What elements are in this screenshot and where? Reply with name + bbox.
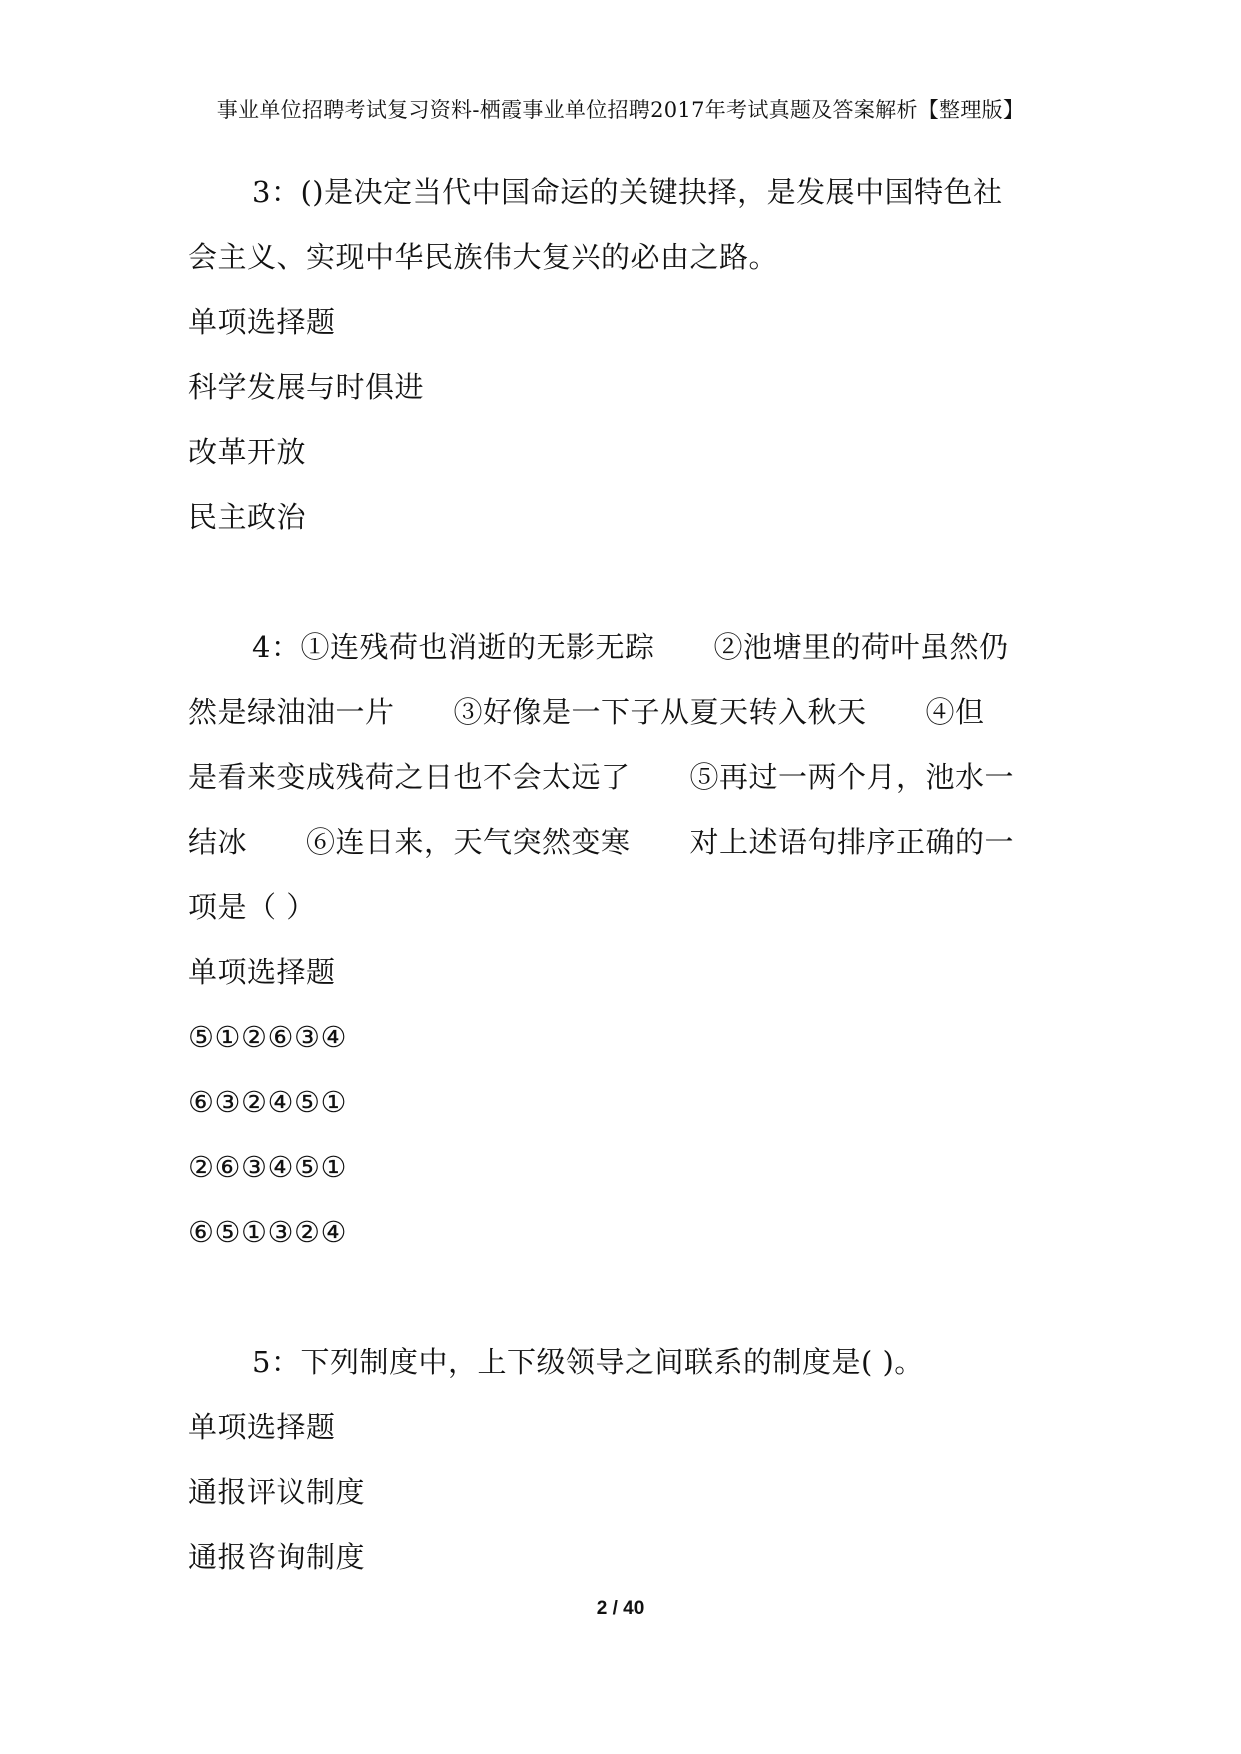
document-body (188, 160, 1058, 1590)
question-3-stem-line-1: 3：()是决定当代中国命运的关键抉择，是发展中国特色社 (252, 175, 1003, 209)
question-3 (188, 160, 1058, 550)
question-3-type: 单项选择题 (188, 305, 336, 339)
question-4 (188, 615, 1058, 1265)
question-5-type: 单项选择题 (188, 1410, 336, 1444)
question-4-stem-line-4: 结冰 ⑥连日来，天气突然变寒 对上述语句排序正确的一 (188, 825, 1015, 859)
question-4-stem-line-1: 4：①连残荷也消逝的无影无踪 ②池塘里的荷叶虽然仍 (252, 630, 1009, 664)
document-header: 事业单位招聘考试复习资料-栖霞事业单位招聘2017年考试真题及答案解析【整理版】 (216, 98, 1025, 122)
question-4-type: 单项选择题 (188, 955, 336, 989)
question-3-option-2: 改革开放 (188, 435, 307, 469)
question-4-stem-line-3: 是看来变成残荷之日也不会太远了 ⑤再过一两个月，池水一 (188, 760, 1015, 794)
question-5-option-1: 通报评议制度 (188, 1475, 366, 1509)
question-4-stem-line-2: 然是绿油油一片 ③好像是一下子从夏天转入秋天 ④但 (188, 695, 985, 729)
spacer (188, 1265, 1058, 1330)
question-4-option-4: ⑥⑤①③②④ (188, 1215, 347, 1249)
question-5-option-2: 通报咨询制度 (188, 1540, 366, 1574)
question-4-stem-line-5: 项是（ ） (188, 890, 316, 924)
question-3-stem-line-2: 会主义、实现中华民族伟大复兴的必由之路。 (188, 240, 779, 274)
question-4-option-3: ②⑥③④⑤① (188, 1150, 347, 1184)
page-number: 2 / 40 (596, 1598, 645, 1619)
question-3-option-3: 民主政治 (188, 500, 307, 534)
question-5-stem-line-1: 5：下列制度中，上下级领导之间联系的制度是( )。 (252, 1345, 924, 1379)
question-4-option-1: ⑤①②⑥③④ (188, 1020, 347, 1054)
question-5 (188, 1330, 1058, 1590)
question-3-option-1: 科学发展与时俱进 (188, 370, 425, 404)
question-4-option-2: ⑥③②④⑤① (188, 1085, 347, 1119)
spacer (188, 550, 1058, 615)
